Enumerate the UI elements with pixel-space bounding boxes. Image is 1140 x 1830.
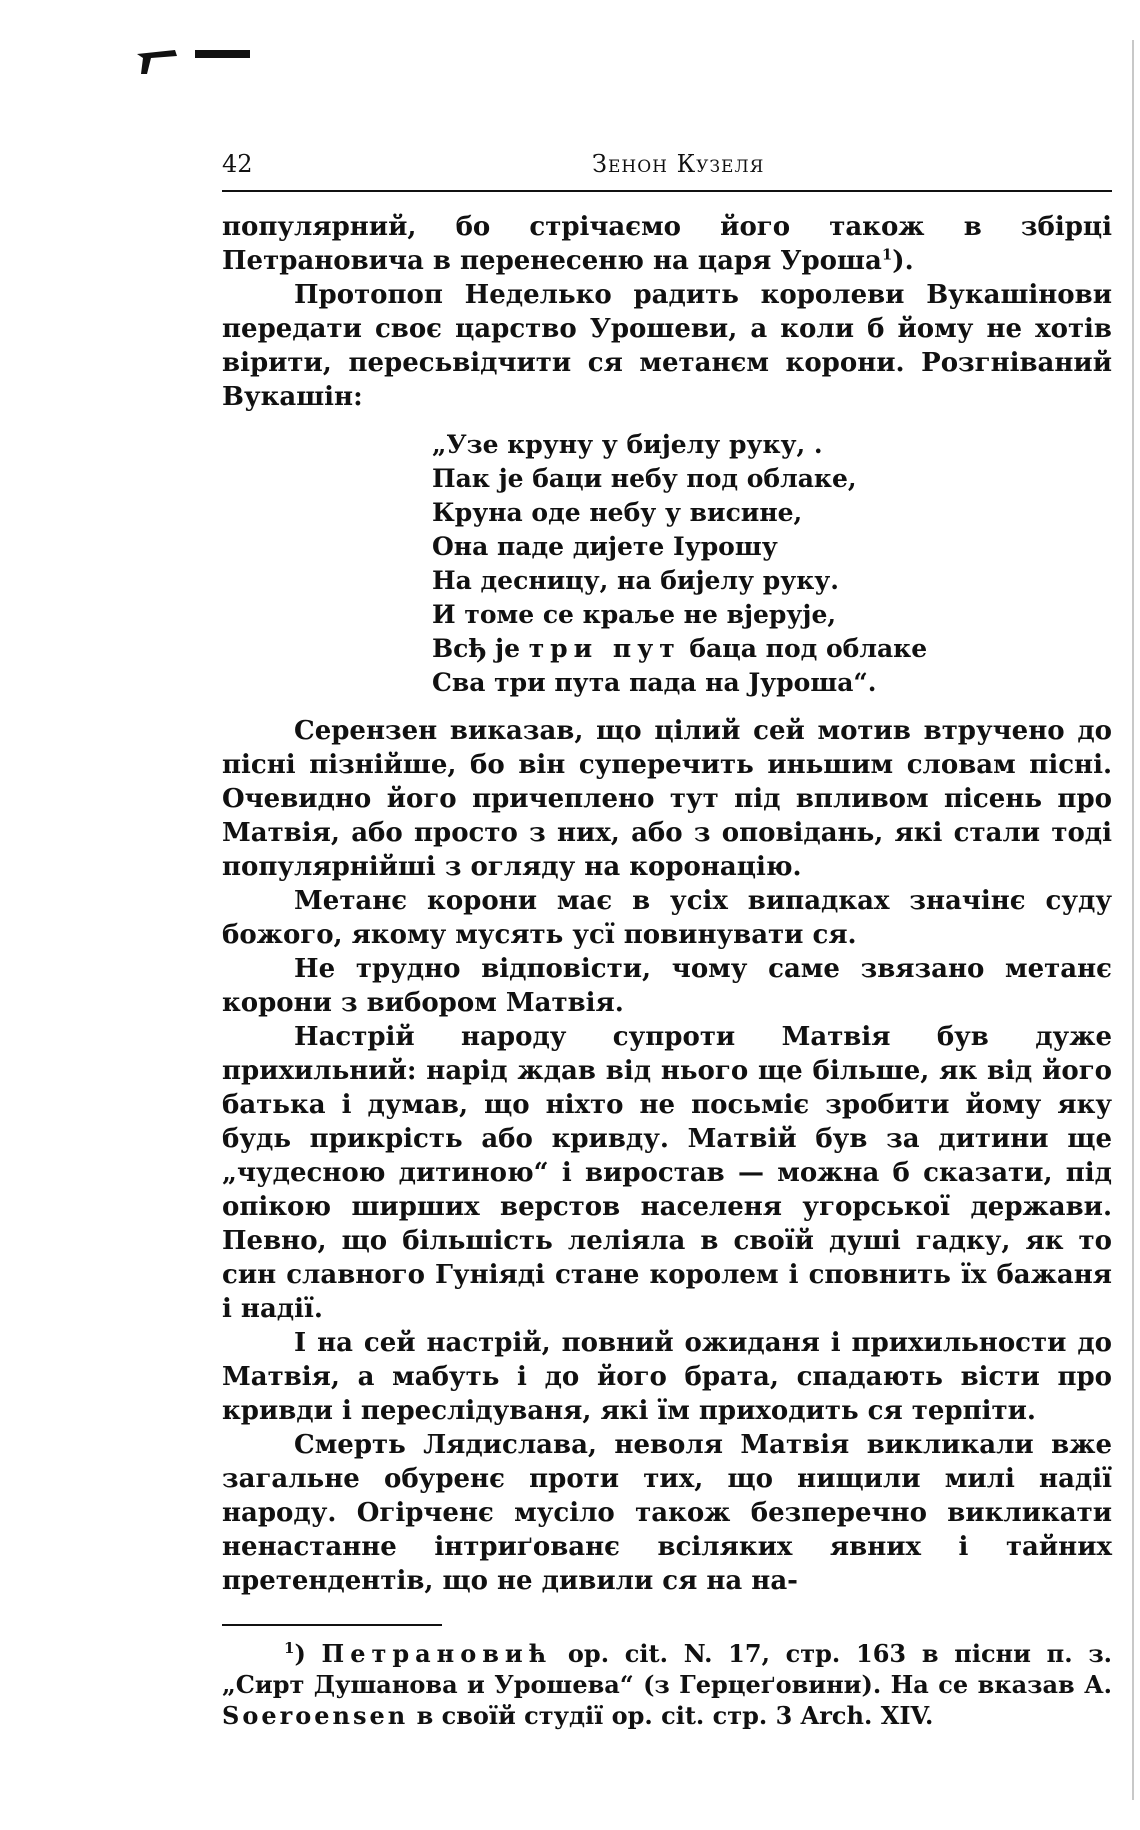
running-header <box>222 150 1112 186</box>
verse-line: Всђ је три пут баца под облаке <box>432 634 928 663</box>
verse-line: И томе се краље не вјерује, <box>432 600 837 629</box>
verse-line: Сва три пута пада на Јуроша“. <box>432 668 877 697</box>
scan-artifact-mark <box>135 46 255 76</box>
verse-line: Она паде дијете Іурошу <box>432 532 778 561</box>
footnote-cited-name: Soeroensen <box>222 1701 409 1730</box>
verse-line: „Узе круну у бијелу руку, . <box>432 430 823 459</box>
paragraph: Не трудно відповісти, чому саме звязано метанє корони з вибором Матвія. <box>222 954 1112 1018</box>
verse-quote <box>432 428 1112 700</box>
page-edge-line <box>1132 40 1134 1800</box>
paragraph: Серензен виказав, що цілий сей мотив втручено до пісні пізнійше, бо він суперечить иньшим словам пісні. Очевидно його причеплено тут під впливом пісень про Матвія, або просто з них, або з оповідань, які стали тоді популярнійші з огляду на коронацію. <box>222 716 1112 882</box>
running-title: Зенон Кузеля <box>592 150 765 178</box>
header-rule <box>222 190 1112 192</box>
verse-line: Круна оде небу у висине, <box>432 498 803 527</box>
paragraph: Метанє корони має в усіх випадках значінє суду божого, якому мусять усї повинувати ся. <box>222 886 1112 950</box>
paragraph: І на сей настрій, повний ожиданя і прихильности до Матвія, а мабуть і до його брата, спадають вісти про кривди і переслідуваня, які їм приходить ся терпіти. <box>222 1328 1112 1426</box>
footnote: $^1$) Петрановић op. cit. N. 17, стр. 163 в пісни п. з. „Сирт Душанова и Урошева“ (з Герцеґовини). На се вказав А. Soeroensen в своїй студії op. cit. стр. 3 Arch. XIV. <box>222 1639 1112 1730</box>
body-text <box>222 210 1112 1598</box>
verse-line: Пак је баци небу под облаке, <box>432 464 857 493</box>
footnote-rule <box>222 1624 442 1626</box>
footnote-ref: 1 <box>881 245 893 264</box>
verse-line: На десницу, на бијелу руку. <box>432 566 839 595</box>
paragraph: Смерть Лядислава, неволя Матвія викликали вже загальне обуренє проти тих, що нищили милі надії народу. Огірченє мусіло також безперечно викликати ненастанне інтриґованє всіляких явних і тайних претендентів, що не дивили ся на на- <box>222 1430 1112 1596</box>
paragraph: популярний, бо стрічаємо його також в збірці Петрановича в перенесеню на царя Уроша$^1$). <box>222 212 1112 276</box>
page <box>222 150 1112 1731</box>
paragraph: Настрій народу супроти Матвія був дуже прихильний: нарід ждав від нього ще більше, як від його батька і думав, що ніхто не посьміє зробити йому яку будь прикрість або кривду. Матвій був за дитини ще „чудесною дитиною“ і виростав — можна б сказати, під опікою ширших верстов населеня угорської держави. Певно, що більшість леліяла в своїй душі гадку, як то син славного Гуніяді стане королем і сповнить їх бажаня і надії. <box>222 1022 1112 1324</box>
paragraph: Протопоп Неделько радить королеви Вукашінови передати своє царство Урошеви, а коли б йому не хотів вірити, пересьвідчити ся метанєм корони. Розгніваний Вукашін: <box>222 280 1112 412</box>
footnote-author: Петрановић <box>321 1639 553 1668</box>
footnote-marker: 1 <box>284 1639 295 1657</box>
page-number: 42 <box>222 150 253 178</box>
